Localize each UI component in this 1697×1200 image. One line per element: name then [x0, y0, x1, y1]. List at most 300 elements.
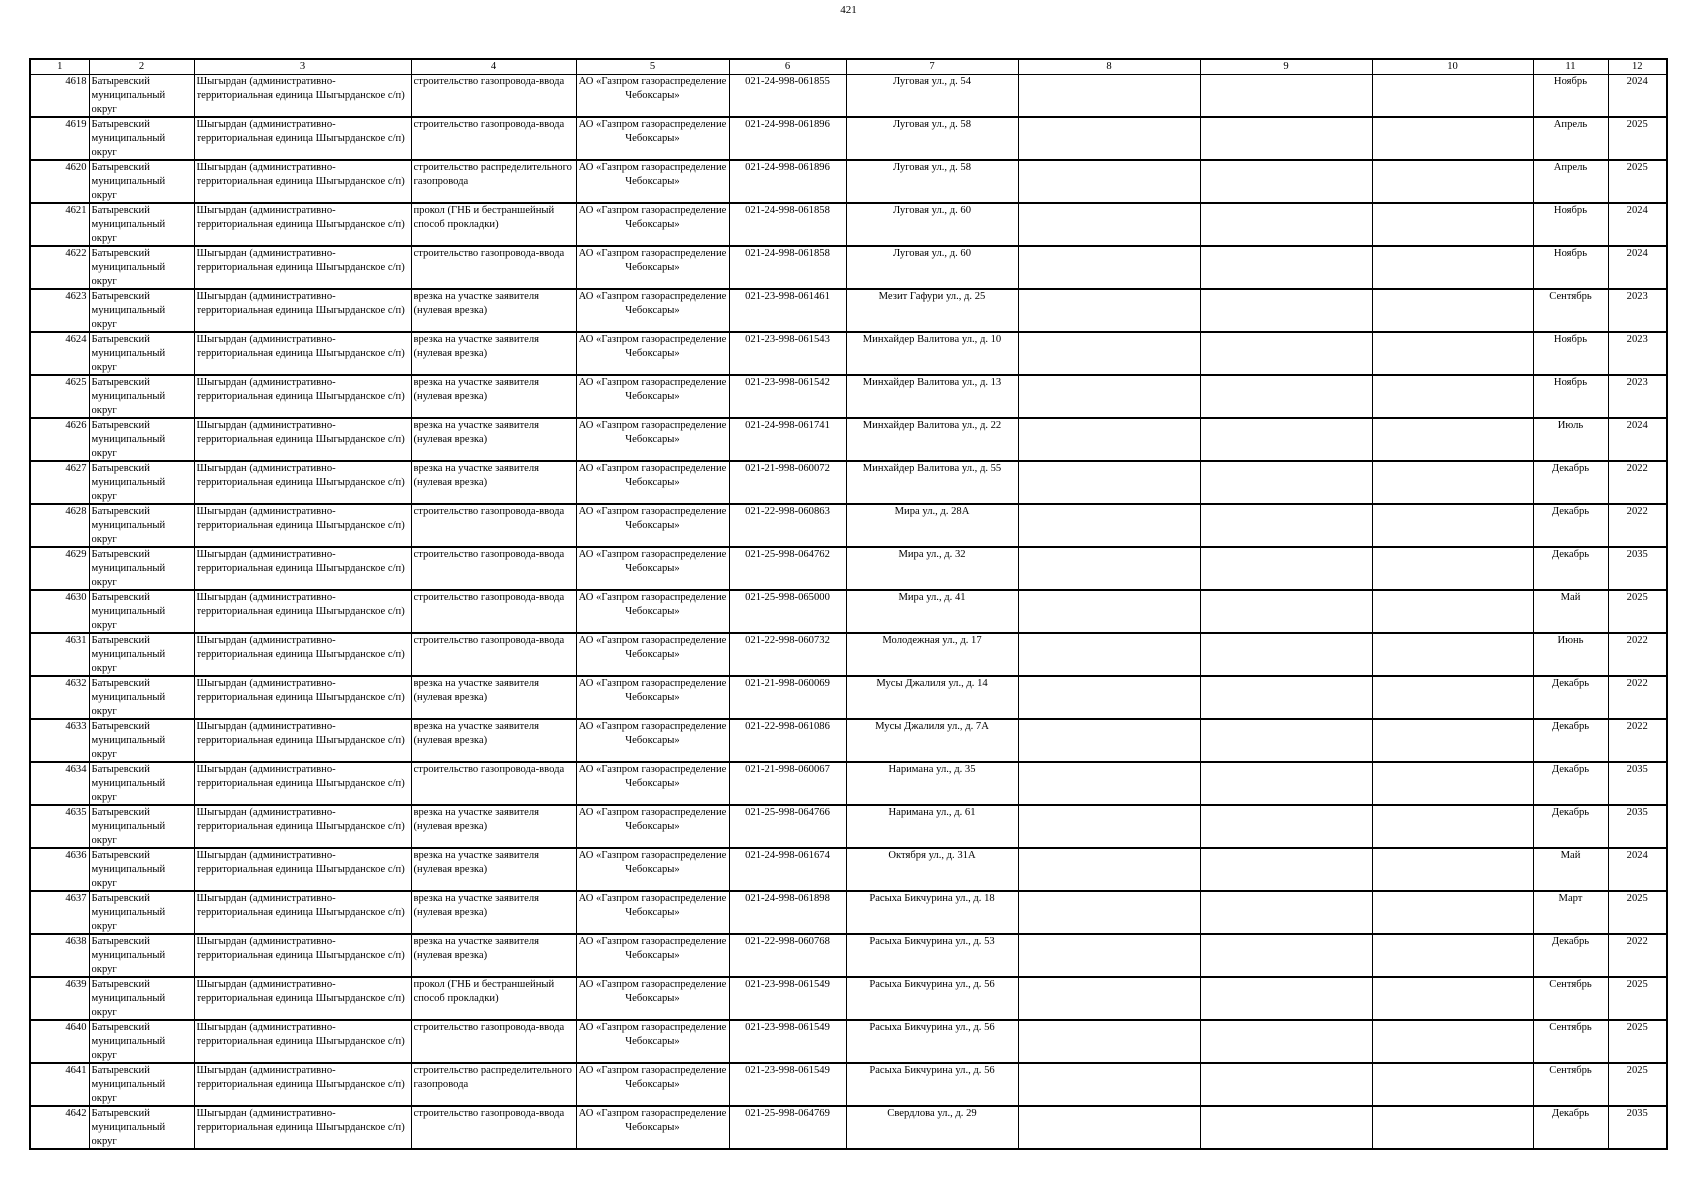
- column-10-cell: [1372, 461, 1533, 504]
- year-cell: [1608, 848, 1667, 891]
- month-cell-text: Декабрь: [1551, 936, 1590, 947]
- row-number-text: 4625: [65, 377, 87, 388]
- code-cell: [729, 676, 846, 719]
- month-cell-text: Сентябрь: [1549, 1022, 1592, 1033]
- district-cell: [89, 1106, 194, 1149]
- organization-cell-text: АО «Газпром газораспределение Чебоксары»: [578, 162, 727, 187]
- column-header-10: 10: [1372, 59, 1533, 75]
- code-cell: [729, 719, 846, 762]
- settlement-cell: [194, 418, 411, 461]
- work-type-cell-text: строительство газопровода-ввода: [413, 119, 565, 130]
- address-cell: [846, 332, 1018, 375]
- address-cell: [846, 1106, 1018, 1149]
- settlement-cell-text: Шыгырдан (административно-территориальная единица Шыгырданское с/п): [196, 248, 405, 273]
- row-number: [30, 418, 89, 461]
- work-type-cell-text: строительство газопровода-ввода: [413, 1022, 565, 1033]
- district-cell: [89, 633, 194, 676]
- district-cell: [89, 332, 194, 375]
- code-cell-text: 021-24-998-061741: [745, 420, 830, 431]
- year-cell-text: 2022: [1626, 721, 1648, 732]
- organization-cell-text: АО «Газпром газораспределение Чебоксары»: [578, 248, 727, 273]
- address-cell-text: Наримана ул., д. 35: [888, 764, 976, 775]
- work-type-cell: [411, 1063, 576, 1106]
- row-number-text: 4630: [65, 592, 87, 603]
- work-type-cell-text: врезка на участке заявителя (нулевая врезка): [413, 807, 539, 832]
- organization-cell: [576, 891, 729, 934]
- settlement-cell: [194, 590, 411, 633]
- district-cell: [89, 75, 194, 118]
- row-number: [30, 1106, 89, 1149]
- district-cell-text: Батыревский муниципальный округ: [91, 979, 166, 1018]
- settlement-cell: [194, 160, 411, 203]
- settlement-cell: [194, 676, 411, 719]
- district-cell-text: Батыревский муниципальный округ: [91, 893, 166, 932]
- district-cell-text: Батыревский муниципальный округ: [91, 635, 166, 674]
- organization-cell-text: АО «Газпром газораспределение Чебоксары»: [578, 291, 727, 316]
- work-type-cell: [411, 676, 576, 719]
- table-row: [30, 375, 1667, 418]
- code-cell-text: 021-24-998-061858: [745, 205, 830, 216]
- month-cell-text: Сентябрь: [1549, 291, 1592, 302]
- address-cell: [846, 461, 1018, 504]
- work-type-cell: [411, 418, 576, 461]
- table-row: [30, 289, 1667, 332]
- year-cell: [1608, 75, 1667, 118]
- organization-cell-text: АО «Газпром газораспределение Чебоксары»: [578, 334, 727, 359]
- column-10-cell: [1372, 676, 1533, 719]
- organization-cell: [576, 1063, 729, 1106]
- column-10-cell: [1372, 977, 1533, 1020]
- table-row: [30, 590, 1667, 633]
- organization-cell: [576, 762, 729, 805]
- code-cell-text: 021-22-998-060863: [745, 506, 830, 517]
- year-cell-text: 2023: [1626, 377, 1648, 388]
- year-cell: [1608, 762, 1667, 805]
- year-cell: [1608, 1020, 1667, 1063]
- work-type-cell: [411, 375, 576, 418]
- address-cell: [846, 848, 1018, 891]
- address-cell-text: Расыха Бикчурина ул., д. 18: [869, 893, 995, 904]
- header-row: [30, 59, 1667, 75]
- work-type-cell: [411, 203, 576, 246]
- month-cell: [1533, 848, 1608, 891]
- organization-cell: [576, 547, 729, 590]
- work-type-cell-text: врезка на участке заявителя (нулевая врезка): [413, 678, 539, 703]
- row-number-text: 4627: [65, 463, 87, 474]
- settlement-cell: [194, 848, 411, 891]
- settlement-cell: [194, 977, 411, 1020]
- column-9-cell: [1200, 805, 1372, 848]
- column-8-cell: [1018, 375, 1200, 418]
- organization-cell-text: АО «Газпром газораспределение Чебоксары»: [578, 807, 727, 832]
- settlement-cell: [194, 805, 411, 848]
- column-8-cell: [1018, 891, 1200, 934]
- district-cell-text: Батыревский муниципальный округ: [91, 592, 166, 631]
- organization-cell: [576, 375, 729, 418]
- column-header-8: 8: [1018, 59, 1200, 75]
- column-8-cell: [1018, 848, 1200, 891]
- column-10-cell: [1372, 547, 1533, 590]
- code-cell: [729, 117, 846, 160]
- work-type-cell-text: строительство распределительного газопровода: [413, 1065, 572, 1090]
- work-type-cell-text: строительство газопровода-ввода: [413, 592, 565, 603]
- address-cell: [846, 633, 1018, 676]
- address-cell-text: Наримана ул., д. 61: [888, 807, 976, 818]
- row-number: [30, 203, 89, 246]
- column-header-2: 2: [89, 59, 194, 75]
- month-cell-text: Декабрь: [1551, 506, 1590, 517]
- address-cell-text: Луговая ул., д. 58: [892, 162, 972, 173]
- address-cell: [846, 117, 1018, 160]
- table-row: [30, 160, 1667, 203]
- row-number-text: 4631: [65, 635, 87, 646]
- settlement-cell-text: Шыгырдан (административно-территориальная единица Шыгырданское с/п): [196, 893, 405, 918]
- work-type-cell: [411, 633, 576, 676]
- column-8-cell: [1018, 461, 1200, 504]
- settlement-cell: [194, 289, 411, 332]
- settlement-cell: [194, 1063, 411, 1106]
- settlement-cell-text: Шыгырдан (административно-территориальная единица Шыгырданское с/п): [196, 979, 405, 1004]
- code-cell-text: 021-21-998-060067: [745, 764, 830, 775]
- organization-cell-text: АО «Газпром газораспределение Чебоксары»: [578, 721, 727, 746]
- work-type-cell: [411, 891, 576, 934]
- address-cell-text: Луговая ул., д. 60: [892, 248, 972, 259]
- year-cell-text: 2035: [1626, 549, 1648, 560]
- row-number-text: 4642: [65, 1108, 87, 1119]
- district-cell-text: Батыревский муниципальный округ: [91, 463, 166, 502]
- address-cell: [846, 934, 1018, 977]
- code-cell-text: 021-22-998-060768: [745, 936, 830, 947]
- month-cell: [1533, 1063, 1608, 1106]
- row-number-text: 4636: [65, 850, 87, 861]
- year-cell-text: 2024: [1626, 420, 1648, 431]
- code-cell: [729, 891, 846, 934]
- row-number: [30, 891, 89, 934]
- district-cell-text: Батыревский муниципальный округ: [91, 420, 166, 459]
- column-9-cell: [1200, 289, 1372, 332]
- month-cell-text: Сентябрь: [1549, 1065, 1592, 1076]
- address-cell: [846, 1063, 1018, 1106]
- column-9-cell: [1200, 418, 1372, 461]
- column-8-cell: [1018, 160, 1200, 203]
- month-cell: [1533, 590, 1608, 633]
- settlement-cell-text: Шыгырдан (административно-территориальная единица Шыгырданское с/п): [196, 463, 405, 488]
- table-row: [30, 762, 1667, 805]
- month-cell-text: Апрель: [1553, 119, 1588, 130]
- column-9-cell: [1200, 203, 1372, 246]
- address-cell-text: Расыха Бикчурина ул., д. 56: [869, 979, 995, 990]
- organization-cell: [576, 117, 729, 160]
- row-number-text: 4622: [65, 248, 87, 259]
- month-cell-text: Декабрь: [1551, 463, 1590, 474]
- settlement-cell: [194, 719, 411, 762]
- year-cell-text: 2025: [1626, 893, 1648, 904]
- work-type-cell: [411, 289, 576, 332]
- column-8-cell: [1018, 203, 1200, 246]
- code-cell-text: 021-23-998-061461: [745, 291, 830, 302]
- month-cell-text: Май: [1560, 592, 1581, 603]
- district-cell: [89, 461, 194, 504]
- row-number: [30, 289, 89, 332]
- work-type-cell: [411, 332, 576, 375]
- work-type-cell-text: строительство газопровода-ввода: [413, 635, 565, 646]
- column-header-4: 4: [411, 59, 576, 75]
- year-cell-text: 2023: [1626, 334, 1648, 345]
- year-cell: [1608, 504, 1667, 547]
- district-cell: [89, 504, 194, 547]
- district-cell-text: Батыревский муниципальный округ: [91, 76, 166, 115]
- address-cell: [846, 160, 1018, 203]
- organization-cell-text: АО «Газпром газораспределение Чебоксары»: [578, 764, 727, 789]
- column-8-cell: [1018, 418, 1200, 461]
- work-type-cell-text: врезка на участке заявителя (нулевая врезка): [413, 420, 539, 445]
- code-cell-text: 021-21-998-060069: [745, 678, 830, 689]
- year-cell: [1608, 461, 1667, 504]
- table-body: [30, 75, 1667, 1150]
- column-10-cell: [1372, 762, 1533, 805]
- column-8-cell: [1018, 977, 1200, 1020]
- address-cell-text: Расыха Бикчурина ул., д. 56: [869, 1065, 995, 1076]
- settlement-cell-text: Шыгырдан (административно-территориальная единица Шыгырданское с/п): [196, 549, 405, 574]
- row-number-text: 4621: [65, 205, 87, 216]
- column-9-cell: [1200, 1020, 1372, 1063]
- address-cell: [846, 375, 1018, 418]
- row-number-text: 4629: [65, 549, 87, 560]
- column-10-cell: [1372, 504, 1533, 547]
- settlement-cell-text: Шыгырдан (административно-территориальная единица Шыгырданское с/п): [196, 1022, 405, 1047]
- address-cell-text: Свердлова ул., д. 29: [887, 1108, 977, 1119]
- row-number-text: 4635: [65, 807, 87, 818]
- district-cell-text: Батыревский муниципальный округ: [91, 549, 166, 588]
- month-cell-text: Декабрь: [1551, 1108, 1590, 1119]
- month-cell: [1533, 418, 1608, 461]
- settlement-cell: [194, 934, 411, 977]
- month-cell-text: Ноябрь: [1553, 248, 1588, 259]
- address-cell-text: Молодежная ул., д. 17: [882, 635, 982, 646]
- code-cell: [729, 461, 846, 504]
- year-cell: [1608, 160, 1667, 203]
- work-type-cell: [411, 719, 576, 762]
- work-type-cell: [411, 504, 576, 547]
- table-row: [30, 805, 1667, 848]
- table-row: [30, 1106, 1667, 1149]
- row-number: [30, 375, 89, 418]
- code-cell-text: 021-24-998-061855: [745, 76, 830, 87]
- row-number: [30, 719, 89, 762]
- month-cell: [1533, 203, 1608, 246]
- column-8-cell: [1018, 1106, 1200, 1149]
- row-number-text: 4640: [65, 1022, 87, 1033]
- address-cell-text: Минхайдер Валитова ул., д. 13: [862, 377, 1002, 388]
- organization-cell-text: АО «Газпром газораспределение Чебоксары»: [578, 1022, 727, 1047]
- month-cell-text: Декабрь: [1551, 721, 1590, 732]
- year-cell: [1608, 117, 1667, 160]
- address-cell-text: Минхайдер Валитова ул., д. 55: [862, 463, 1002, 474]
- code-cell: [729, 75, 846, 118]
- row-number: [30, 547, 89, 590]
- row-number-text: 4619: [65, 119, 87, 130]
- address-cell-text: Луговая ул., д. 58: [892, 119, 972, 130]
- district-cell-text: Батыревский муниципальный округ: [91, 291, 166, 330]
- organization-cell-text: АО «Газпром газораспределение Чебоксары»: [578, 377, 727, 402]
- month-cell: [1533, 1020, 1608, 1063]
- district-cell: [89, 117, 194, 160]
- column-8-cell: [1018, 117, 1200, 160]
- month-cell: [1533, 375, 1608, 418]
- district-cell: [89, 805, 194, 848]
- row-number: [30, 977, 89, 1020]
- year-cell: [1608, 934, 1667, 977]
- month-cell: [1533, 332, 1608, 375]
- organization-cell-text: АО «Газпром газораспределение Чебоксары»: [578, 506, 727, 531]
- row-number: [30, 246, 89, 289]
- column-9-cell: [1200, 160, 1372, 203]
- settlement-cell: [194, 547, 411, 590]
- organization-cell: [576, 461, 729, 504]
- settlement-cell-text: Шыгырдан (административно-территориальная единица Шыгырданское с/п): [196, 334, 405, 359]
- address-cell-text: Мусы Джалиля ул., д. 14: [876, 678, 988, 689]
- district-cell: [89, 1020, 194, 1063]
- column-header-5: 5: [576, 59, 729, 75]
- row-number-text: 4639: [65, 979, 87, 990]
- settlement-cell: [194, 891, 411, 934]
- code-cell-text: 021-25-998-064766: [745, 807, 830, 818]
- address-cell: [846, 203, 1018, 246]
- work-type-cell-text: строительство газопровода-ввода: [413, 248, 565, 259]
- month-cell-text: Ноябрь: [1553, 76, 1588, 87]
- code-cell-text: 021-25-998-065000: [745, 592, 830, 603]
- column-9-cell: [1200, 676, 1372, 719]
- district-cell-text: Батыревский муниципальный округ: [91, 506, 166, 545]
- district-cell-text: Батыревский муниципальный округ: [91, 807, 166, 846]
- district-cell: [89, 160, 194, 203]
- year-cell-text: 2025: [1626, 162, 1648, 173]
- year-cell: [1608, 375, 1667, 418]
- code-cell-text: 021-25-998-064769: [745, 1108, 830, 1119]
- work-type-cell: [411, 977, 576, 1020]
- settlement-cell-text: Шыгырдан (административно-территориальная единица Шыгырданское с/п): [196, 764, 405, 789]
- address-cell-text: Луговая ул., д. 60: [892, 205, 972, 216]
- column-9-cell: [1200, 762, 1372, 805]
- organization-cell: [576, 719, 729, 762]
- organization-cell: [576, 934, 729, 977]
- column-10-cell: [1372, 633, 1533, 676]
- row-number-text: 4641: [65, 1065, 87, 1076]
- settlement-cell-text: Шыгырдан (административно-территориальная единица Шыгырданское с/п): [196, 420, 405, 445]
- table-row: [30, 891, 1667, 934]
- work-type-cell-text: строительство газопровода-ввода: [413, 1108, 565, 1119]
- settlement-cell: [194, 1020, 411, 1063]
- column-9-cell: [1200, 1106, 1372, 1149]
- year-cell: [1608, 203, 1667, 246]
- column-10-cell: [1372, 934, 1533, 977]
- district-cell-text: Батыревский муниципальный округ: [91, 1022, 166, 1061]
- settlement-cell-text: Шыгырдан (административно-территориальная единица Шыгырданское с/п): [196, 1065, 405, 1090]
- organization-cell-text: АО «Газпром газораспределение Чебоксары»: [578, 1065, 727, 1090]
- column-header-6: 6: [729, 59, 846, 75]
- year-cell: [1608, 1106, 1667, 1149]
- column-10-cell: [1372, 418, 1533, 461]
- year-cell-text: 2022: [1626, 463, 1648, 474]
- settlement-cell-text: Шыгырдан (административно-территориальная единица Шыгырданское с/п): [196, 936, 405, 961]
- column-8-cell: [1018, 547, 1200, 590]
- settlement-cell-text: Шыгырдан (административно-территориальная единица Шыгырданское с/п): [196, 377, 405, 402]
- column-9-cell: [1200, 1063, 1372, 1106]
- organization-cell: [576, 977, 729, 1020]
- code-cell-text: 021-23-998-061542: [745, 377, 830, 388]
- district-cell: [89, 590, 194, 633]
- month-cell: [1533, 805, 1608, 848]
- code-cell: [729, 633, 846, 676]
- year-cell-text: 2022: [1626, 936, 1648, 947]
- code-cell: [729, 1063, 846, 1106]
- row-number: [30, 633, 89, 676]
- month-cell: [1533, 676, 1608, 719]
- organization-cell: [576, 504, 729, 547]
- district-cell-text: Батыревский муниципальный округ: [91, 678, 166, 717]
- district-cell: [89, 203, 194, 246]
- column-header-3: 3: [194, 59, 411, 75]
- column-header-11: 11: [1533, 59, 1608, 75]
- row-number-text: 4628: [65, 506, 87, 517]
- table-row: [30, 246, 1667, 289]
- code-cell-text: 021-23-998-061549: [745, 1022, 830, 1033]
- column-10-cell: [1372, 332, 1533, 375]
- work-type-cell: [411, 117, 576, 160]
- year-cell: [1608, 289, 1667, 332]
- month-cell: [1533, 719, 1608, 762]
- address-cell: [846, 805, 1018, 848]
- work-type-cell: [411, 547, 576, 590]
- column-10-cell: [1372, 848, 1533, 891]
- district-cell-text: Батыревский муниципальный округ: [91, 721, 166, 760]
- year-cell-text: 2025: [1626, 1022, 1648, 1033]
- row-number-text: 4623: [65, 291, 87, 302]
- organization-cell: [576, 160, 729, 203]
- column-8-cell: [1018, 633, 1200, 676]
- table-row: [30, 977, 1667, 1020]
- column-9-cell: [1200, 246, 1372, 289]
- row-number-text: 4620: [65, 162, 87, 173]
- settlement-cell: [194, 75, 411, 118]
- column-10-cell: [1372, 289, 1533, 332]
- settlement-cell: [194, 461, 411, 504]
- table-row: [30, 203, 1667, 246]
- row-number-text: 4632: [65, 678, 87, 689]
- work-type-cell-text: врезка на участке заявителя (нулевая врезка): [413, 893, 539, 918]
- month-cell-text: Декабрь: [1551, 807, 1590, 818]
- organization-cell: [576, 676, 729, 719]
- code-cell: [729, 418, 846, 461]
- organization-cell-text: АО «Газпром газораспределение Чебоксары»: [578, 76, 727, 101]
- month-cell-text: Ноябрь: [1553, 334, 1588, 345]
- column-9-cell: [1200, 461, 1372, 504]
- settlement-cell-text: Шыгырдан (административно-территориальная единица Шыгырданское с/п): [196, 635, 405, 660]
- column-9-cell: [1200, 633, 1372, 676]
- address-cell: [846, 977, 1018, 1020]
- row-number: [30, 117, 89, 160]
- year-cell: [1608, 590, 1667, 633]
- code-cell-text: 021-22-998-061086: [745, 721, 830, 732]
- row-number-text: 4637: [65, 893, 87, 904]
- address-cell-text: Минхайдер Валитова ул., д. 10: [862, 334, 1002, 345]
- column-8-cell: [1018, 1063, 1200, 1106]
- code-cell-text: 021-23-998-061549: [745, 1065, 830, 1076]
- table-row: [30, 848, 1667, 891]
- row-number-text: 4634: [65, 764, 87, 775]
- address-cell: [846, 590, 1018, 633]
- column-8-cell: [1018, 590, 1200, 633]
